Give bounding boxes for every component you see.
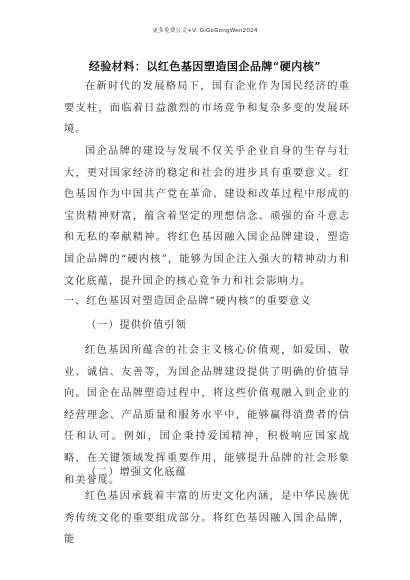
header-note: 更多免费公文+V: GiGeGongWen2024 [152,28,258,34]
subheading-cultural-foundation: （二）增强文化底蕴 [86,467,187,478]
document-title: 经验材料：以红色基因塑造国企品牌“硬内核” [88,60,322,73]
subheading-value-guidance: （一）提供价值引领 [86,320,187,331]
paragraph-cultural-foundation: 红色基因承载着丰富的历史文化内涵，是中华民族优秀传统文化的重要组成部分。将红色基因融入国企品牌，能 [64,491,350,546]
paragraph-intro-1: 在新时代的发展格局下，国有企业作为国民经济的重要支柱，面临着日益激烈的市场竞争和复杂多变的发展环境。 [64,81,350,136]
section-heading-1: 一、红色基因对塑造国企品牌“硬内核”的重要意义 [64,296,312,307]
paragraph-value-guidance: 红色基因所蕴含的社会主义核心价值观，如爱国、敬业、诚信、友善等，为国企品牌建设提供了明确的价值导向。国企在品牌塑造过程中，将这些价值观融入到企业的经营理念、产品质量和服务水平中，能够赢得消费者的信任和认可。例如，国企秉持爱国精神，积极响应国家战略，在关键领域发挥重要作用，能够提升品牌的社会形象和美誉度。 [64,345,350,486]
paragraph-intro-2: 国企品牌的建设与发展不仅关乎企业自身的生存与壮大，更对国家经济的稳定和社会的进步具有重要意义。红色基因作为中国共产党在革命、建设和改革过程中形成的宝贵精神财富，蕴含着坚定的理想信念、顽强的奋斗意志和无私的奉献精神。将红色基因融入国企品牌建设，塑造国企品牌的“硬内核”，能够为国企注入强大的精神动力和文化底蕴，提升国企的核心竞争力和社会影响力。 [64,146,350,287]
